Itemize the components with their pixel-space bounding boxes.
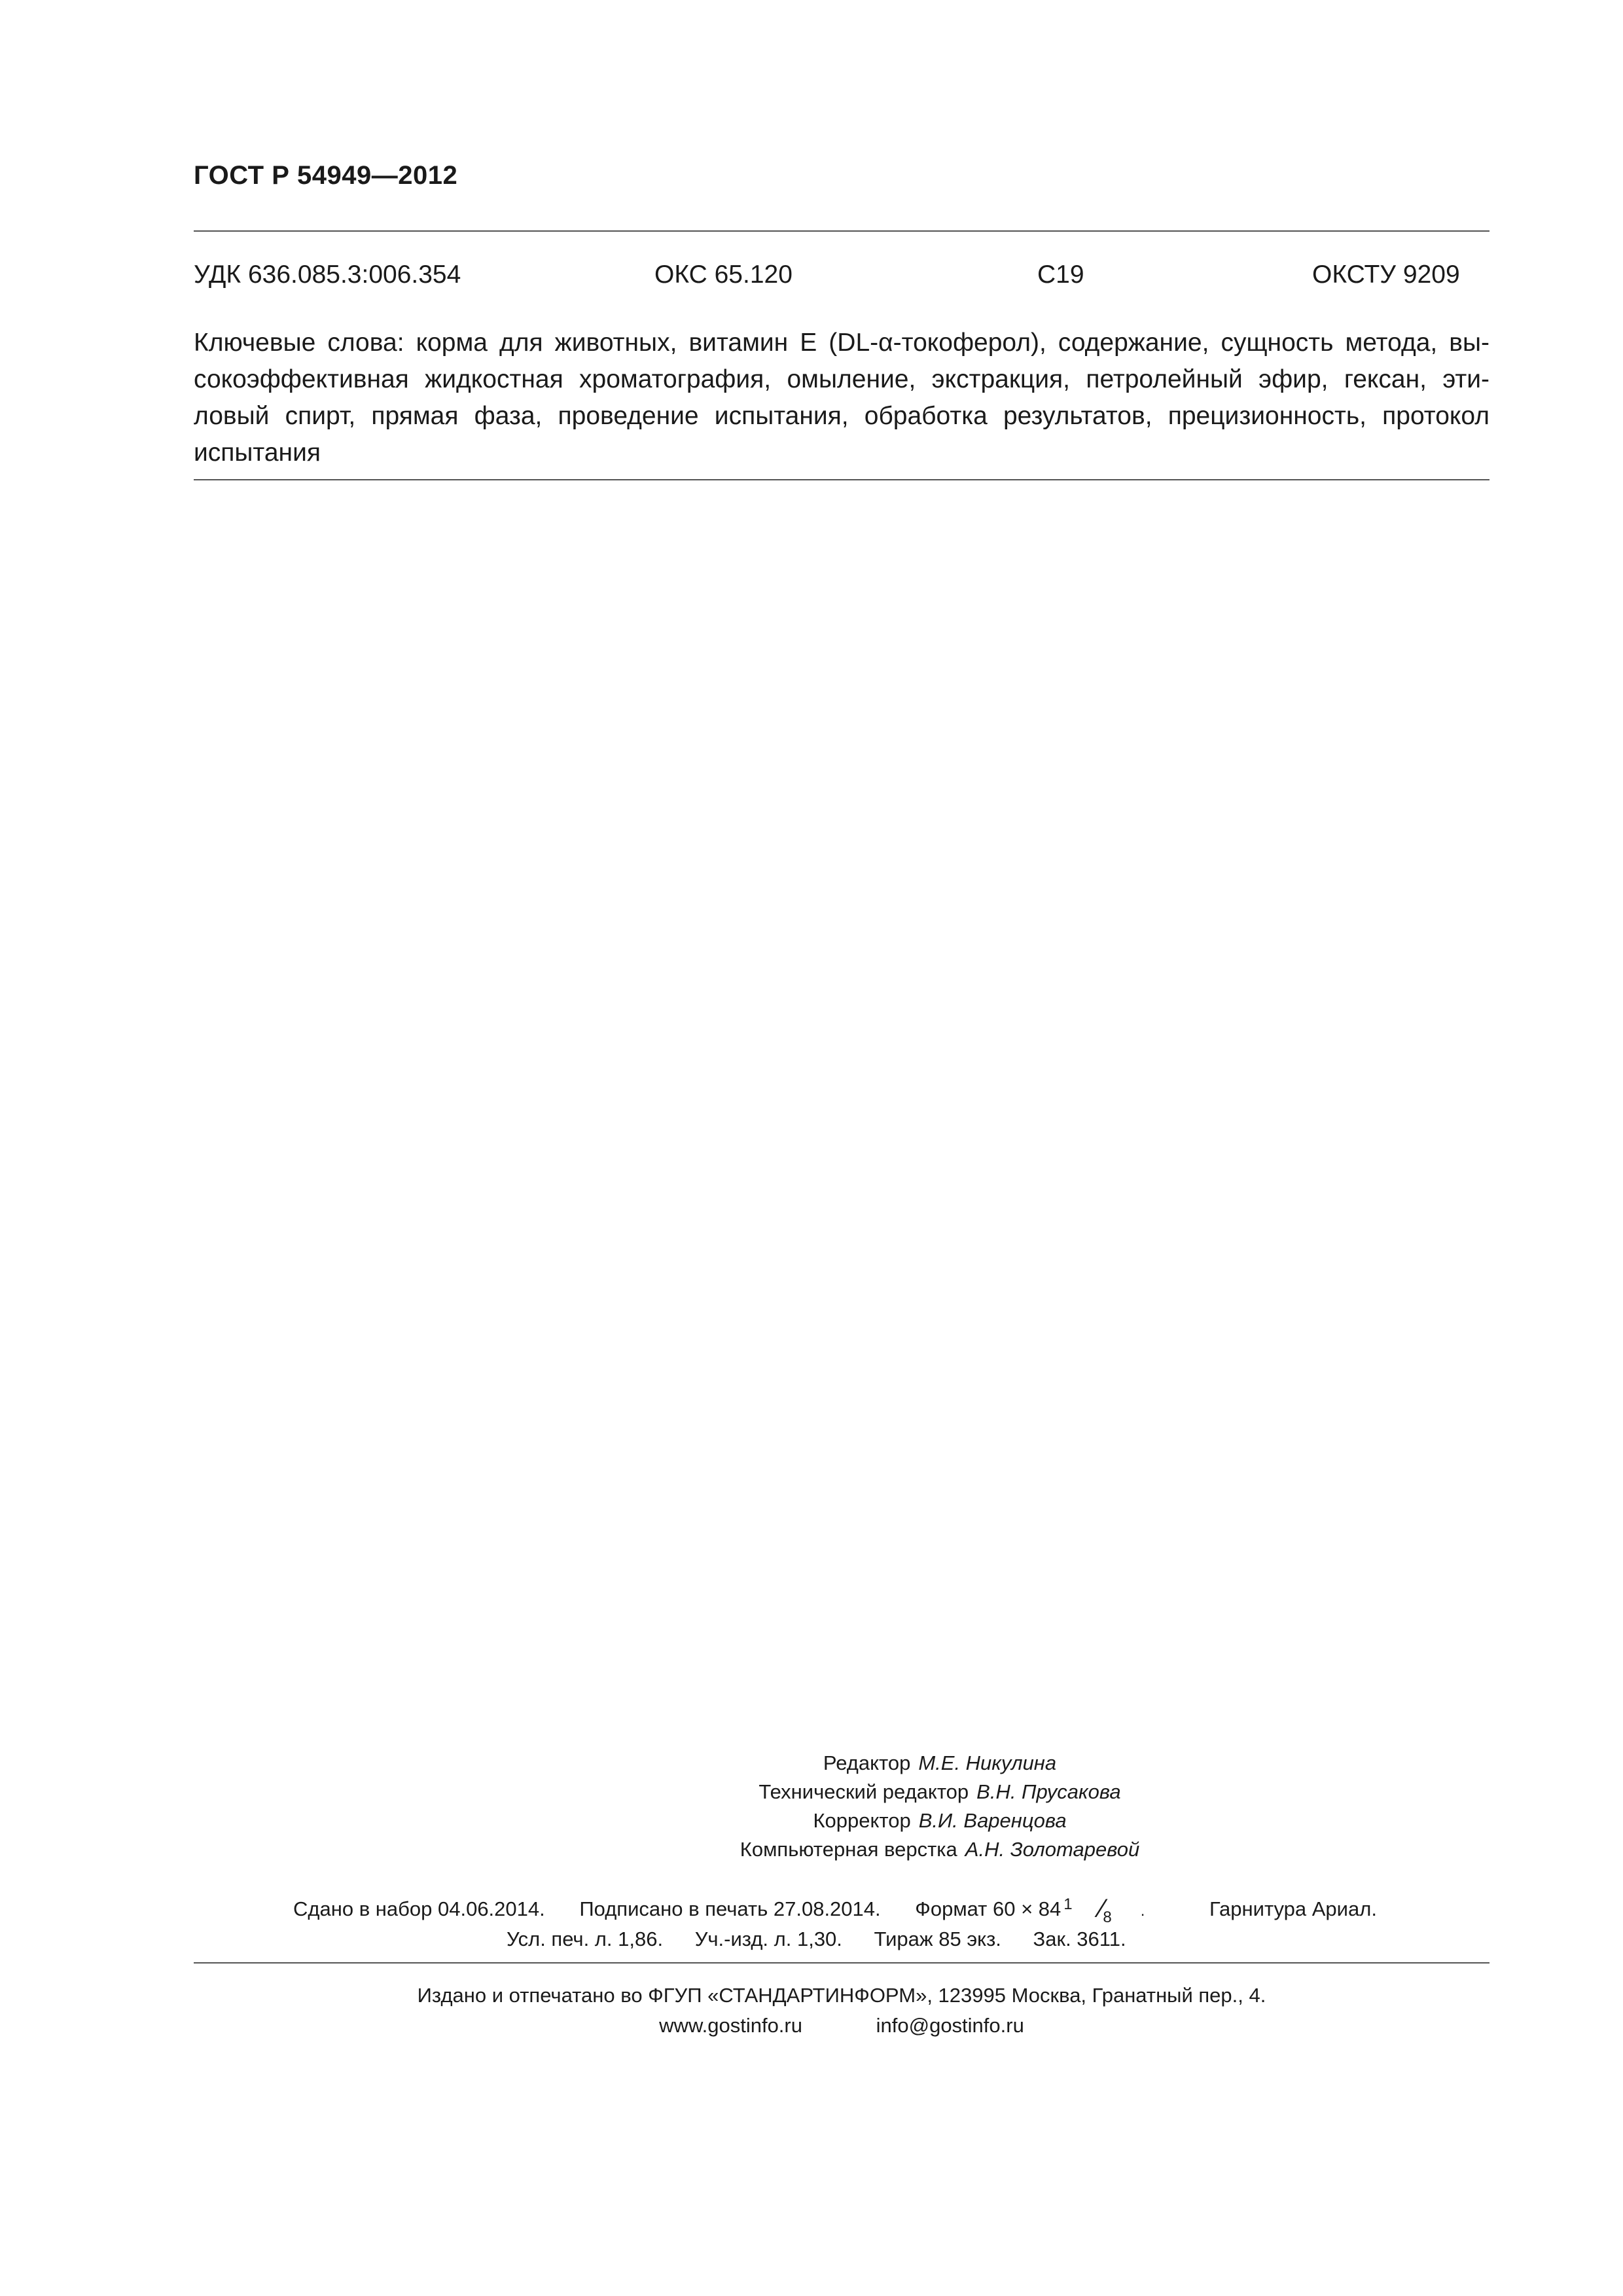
format-fraction-numerator: 1 [1063, 1895, 1073, 1913]
credit-role: Технический редактор [758, 1780, 969, 1803]
typeface: Гарнитура Ариал. [1209, 1897, 1377, 1920]
print-sheets: Усл. печ. л. 1,86. [507, 1928, 664, 1950]
credit-layout [390, 1835, 1489, 1864]
keywords-line: ловый спирт, прямая фаза, проведение испытания, обработка результатов, прецизионность, протокол [194, 402, 1489, 430]
credit-editor [390, 1749, 1489, 1778]
signed-date: Подписано в печать 27.08.2014. [579, 1897, 881, 1920]
order-number: Зак. 3611. [1033, 1928, 1126, 1950]
publication-details-row-2 [507, 1928, 1152, 1951]
credit-name: В.Н. Прусакова [976, 1780, 1121, 1803]
udk-code: УДК 636.085.3:006.354 [194, 260, 461, 289]
credits-block [194, 1749, 1489, 1864]
website-link[interactable]: www.gostinfo.ru [659, 2014, 802, 2037]
circulation: Тираж 85 экз. [874, 1928, 1001, 1950]
credit-role: Редактор [823, 1751, 911, 1774]
category-code: С19 [1037, 260, 1084, 289]
credit-technical-editor [390, 1778, 1489, 1806]
publisher-sheets: Уч.-изд. л. 1,30. [694, 1928, 842, 1950]
imprint-block [194, 1981, 1489, 2041]
credit-name: В.И. Варенцова [918, 1809, 1067, 1832]
imprint-text: Издано и отпечатано во ФГУП «СТАНДАРТИНФОРМ», 123995 Москва, Гранатный пер., 4. [417, 1984, 1266, 2007]
keywords-block [194, 325, 1489, 471]
keywords-divider [194, 479, 1489, 480]
credit-name: М.Е. Никулина [918, 1751, 1057, 1774]
imprint-divider [194, 1962, 1489, 1964]
credit-proofreader [390, 1806, 1489, 1835]
document-title: ГОСТ Р 54949—2012 [194, 161, 458, 190]
top-divider [194, 230, 1489, 232]
keywords-line: Ключевые слова: корма для животных, витамин Е (DL-α-токоферол), содержание, сущность метода, вы- [194, 329, 1489, 357]
publication-details-row-1 [293, 1893, 1406, 1926]
format-fraction: 1 ⁄8 . [1063, 1894, 1145, 1926]
keywords-line: испытания [194, 439, 321, 467]
paper-format: Формат 60 × 84 [915, 1897, 1061, 1920]
keywords-line: сокоэффективная жидкостная хроматография, омыление, экстракция, петролейный эфир, гексан, эти- [194, 365, 1489, 393]
submitted-date: Сдано в набор 04.06.2014. [293, 1897, 545, 1920]
imprint-contacts [194, 2011, 1489, 2041]
email-link[interactable]: info@gostinfo.ru [876, 2014, 1024, 2037]
oks-code: ОКС 65.120 [654, 260, 793, 289]
format-fraction-denominator: 8 [1103, 1909, 1112, 1926]
credit-role: Корректор [813, 1809, 911, 1832]
okstu-code: ОКСТУ 9209 [1312, 260, 1460, 289]
credit-name: А.Н. Золотаревой [965, 1838, 1140, 1861]
credit-role: Компьютерная верстка [740, 1838, 957, 1861]
